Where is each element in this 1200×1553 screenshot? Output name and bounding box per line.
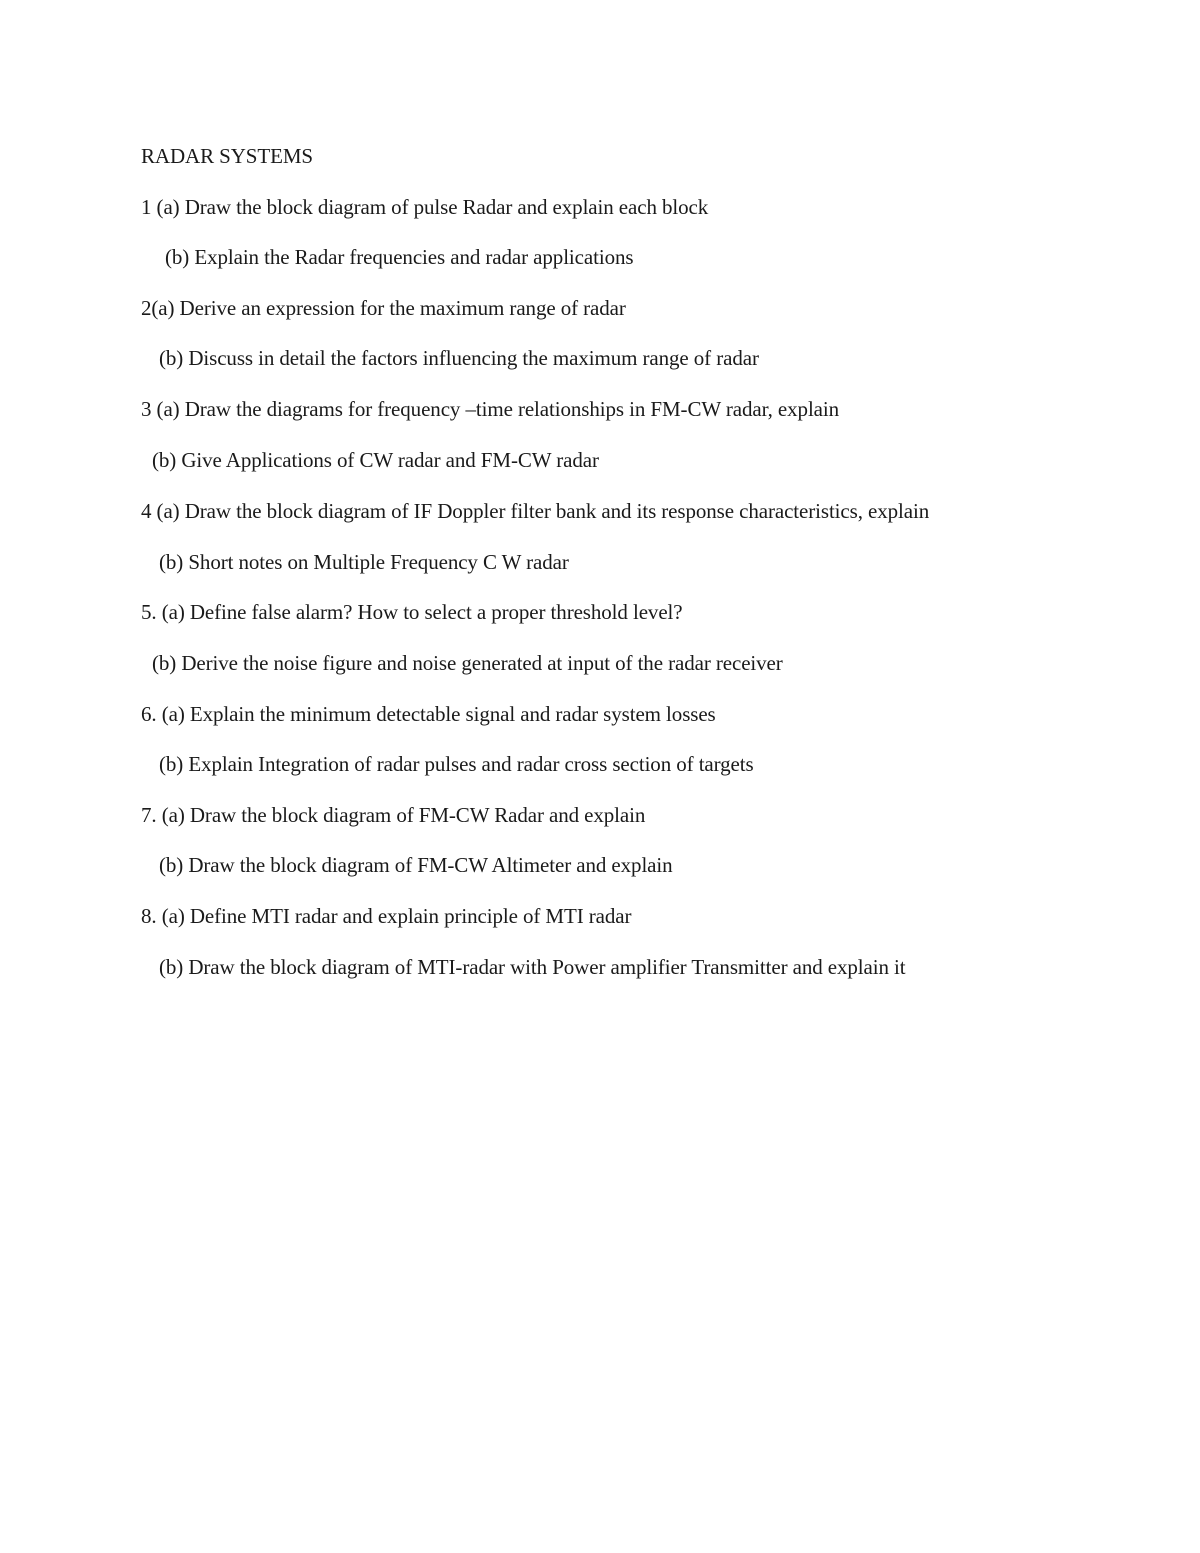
question-8b: (b) Draw the block diagram of MTI-radar with Power amplifier Transmitter and explain it — [159, 955, 906, 979]
question-1a: 1 (a) Draw the block diagram of pulse Radar and explain each block — [141, 195, 709, 219]
question-6a: 6. (a) Explain the minimum detectable signal and radar system losses — [141, 702, 716, 726]
question-7b: (b) Draw the block diagram of FM-CW Altimeter and explain — [159, 853, 673, 877]
document-title: RADAR SYSTEMS — [141, 144, 313, 168]
question-3a: 3 (a) Draw the diagrams for frequency –time relationships in FM-CW radar, explain — [141, 397, 840, 421]
question-7a: 7. (a) Draw the block diagram of FM-CW Radar and explain — [141, 803, 646, 827]
question-5b: (b) Derive the noise figure and noise generated at input of the radar receiver — [152, 651, 783, 675]
question-3b: (b) Give Applications of CW radar and FM-CW radar — [152, 448, 599, 472]
question-2a: 2(a) Derive an expression for the maximum range of radar — [141, 296, 626, 320]
question-2b: (b) Discuss in detail the factors influencing the maximum range of radar — [159, 346, 759, 370]
question-1b: (b) Explain the Radar frequencies and radar applications — [165, 245, 634, 269]
question-8a: 8. (a) Define MTI radar and explain principle of MTI radar — [141, 904, 632, 928]
question-6b: (b) Explain Integration of radar pulses and radar cross section of targets — [159, 752, 754, 776]
question-4a: 4 (a) Draw the block diagram of IF Doppler filter bank and its response characteristics, explain — [141, 499, 930, 523]
question-5a: 5. (a) Define false alarm? How to select a proper threshold level? — [141, 600, 683, 624]
question-4b: (b) Short notes on Multiple Frequency C W radar — [159, 550, 569, 574]
